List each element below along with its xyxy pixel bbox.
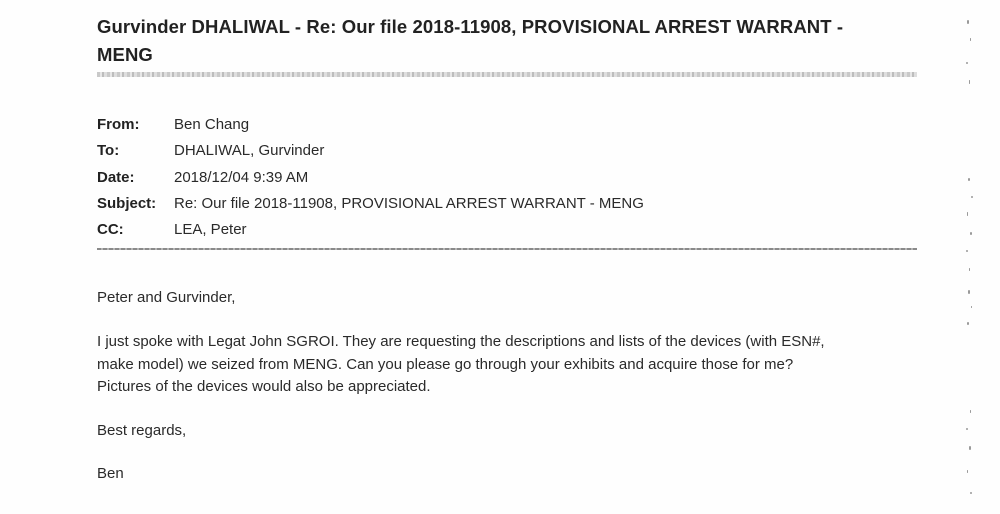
title-divider: [97, 72, 917, 77]
header-row-subject: [97, 193, 644, 219]
message-line: make model) we seized from MENG. Can you please go through your exhibits and acquire those for me?: [97, 355, 794, 373]
email-closing: Best regards,: [97, 422, 187, 439]
date-value: 2018/12/04 9:39 AM: [174, 168, 309, 186]
from-value: Ben Chang: [174, 116, 250, 133]
cc-value: LEA, Peter: [174, 221, 247, 239]
message-line: Pictures of the devices would also be appreciated.: [97, 378, 431, 395]
header-row-date: [97, 167, 644, 193]
subject-label: Subject:: [97, 194, 157, 212]
scan-edge-artifacts: [964, 0, 978, 514]
header-row-from: [97, 114, 644, 140]
email-title-line-1: Gurvinder DHALIWAL - Re: Our file 2018-11908, PROVISIONAL ARREST WARRANT -: [97, 16, 844, 37]
email-title: [97, 13, 927, 69]
email-signature: Ben: [97, 465, 124, 482]
email-header-block: [97, 114, 644, 245]
email-greeting: Peter and Gurvinder,: [97, 289, 236, 306]
email-title-line-2: MENG: [97, 44, 153, 65]
header-row-to: [97, 140, 644, 166]
email-message: [97, 331, 897, 399]
to-label: To:: [97, 142, 120, 160]
cc-label: CC:: [97, 221, 124, 239]
message-line: I just spoke with Legat John SGROI. They are requesting the descriptions and lists of the devices (with ESN#,: [97, 333, 825, 350]
header-divider: [97, 248, 917, 250]
from-label: From:: [97, 116, 140, 133]
subject-value: Re: Our file 2018-11908, PROVISIONAL ARREST WARRANT - MENG: [174, 194, 644, 212]
to-value: DHALIWAL, Gurvinder: [174, 142, 325, 160]
header-row-cc: [97, 219, 644, 245]
date-label: Date:: [97, 168, 135, 186]
